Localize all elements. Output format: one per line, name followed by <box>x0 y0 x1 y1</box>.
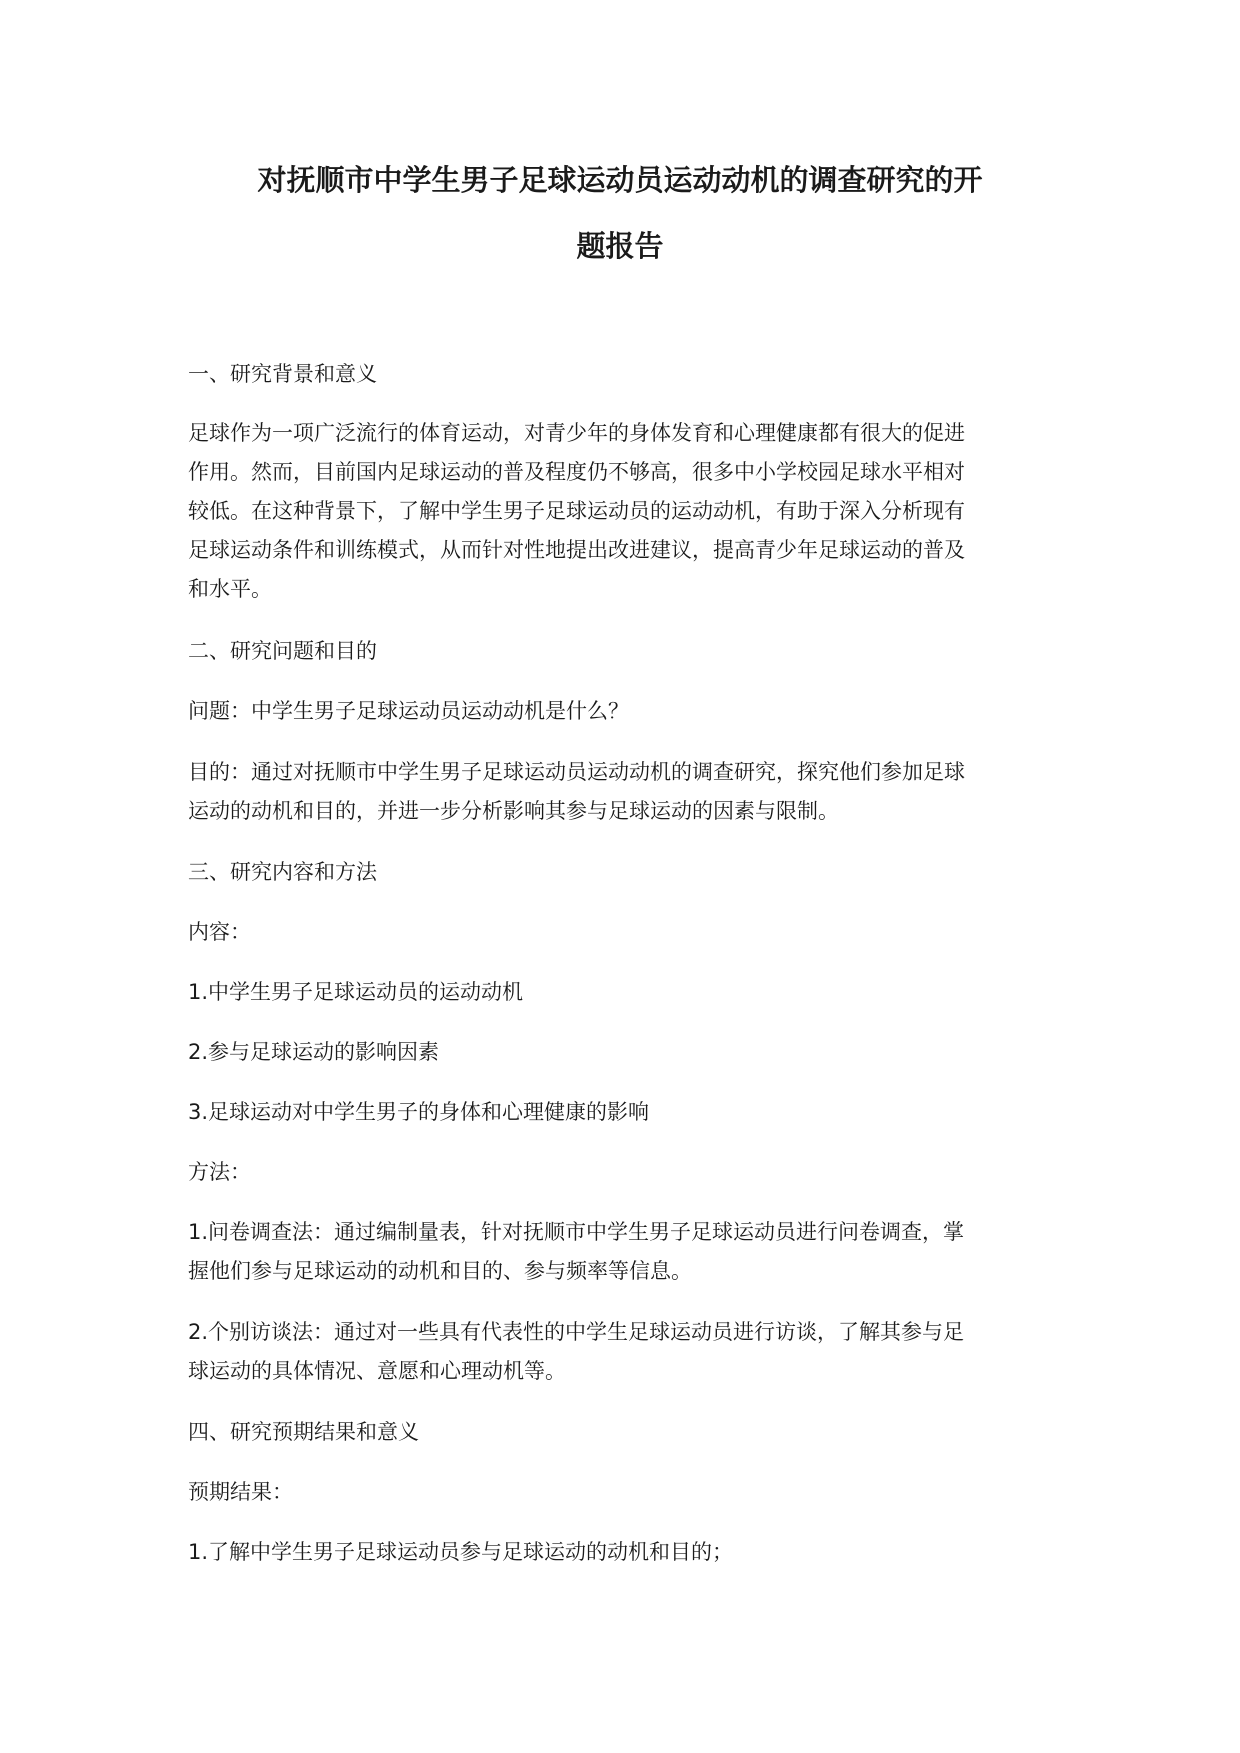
section-heading-background: 一、研究背景和意义 <box>188 362 377 386</box>
background-paragraph-line-2: 作用。然而，目前国内足球运动的普及程度仍不够高，很多中小学校园足球水平相对 <box>188 460 965 484</box>
section-heading-content-methods: 三、研究内容和方法 <box>188 860 377 884</box>
background-paragraph-line-5: 和水平。 <box>188 577 272 601</box>
document-title-line-1: 对抚顺市中学生男子足球运动员运动动机的调查研究的开 <box>257 163 983 197</box>
background-paragraph-line-4: 足球运动条件和训练模式，从而针对性地提出改进建议，提高青少年足球运动的普及 <box>188 538 965 562</box>
expected-results-label: 预期结果： <box>188 1480 293 1504</box>
content-item: 1.中学生男子足球运动员的运动动机 <box>188 980 524 1004</box>
background-paragraph-line-3: 较低。在这种背景下，了解中学生男子足球运动员的运动动机，有助于深入分析现有 <box>188 499 965 523</box>
method-label: 方法： <box>188 1160 251 1184</box>
research-purpose-line-1: 目的：通过对抚顺市中学生男子足球运动员运动动机的调查研究，探究他们参加足球 <box>188 760 965 784</box>
research-purpose-line-2: 运动的动机和目的，并进一步分析影响其参与足球运动的因素与限制。 <box>188 799 839 823</box>
section-heading-questions: 二、研究问题和目的 <box>188 639 377 663</box>
expected-result-item: 1.了解中学生男子足球运动员参与足球运动的动机和目的； <box>188 1540 734 1564</box>
method-questionnaire-line-1: 1.问卷调查法：通过编制量表，针对抚顺市中学生男子足球运动员进行问卷调查，掌 <box>188 1220 965 1244</box>
method-questionnaire-line-2: 握他们参与足球运动的动机和目的、参与频率等信息。 <box>188 1259 692 1283</box>
content-item: 3.足球运动对中学生男子的身体和心理健康的影响 <box>188 1100 650 1124</box>
background-paragraph-line-1: 足球作为一项广泛流行的体育运动，对青少年的身体发育和心理健康都有很大的促进 <box>188 421 965 445</box>
method-interview-line-2: 球运动的具体情况、意愿和心理动机等。 <box>188 1359 566 1383</box>
document-title-line-2: 题报告 <box>576 229 664 263</box>
method-interview-line-1: 2.个别访谈法：通过对一些具有代表性的中学生足球运动员进行访谈，了解其参与足 <box>188 1320 965 1344</box>
content-item: 2.参与足球运动的影响因素 <box>188 1040 440 1064</box>
research-question: 问题：中学生男子足球运动员运动动机是什么？ <box>188 699 629 723</box>
section-heading-expected-results: 四、研究预期结果和意义 <box>188 1420 419 1444</box>
content-label: 内容： <box>188 920 251 944</box>
